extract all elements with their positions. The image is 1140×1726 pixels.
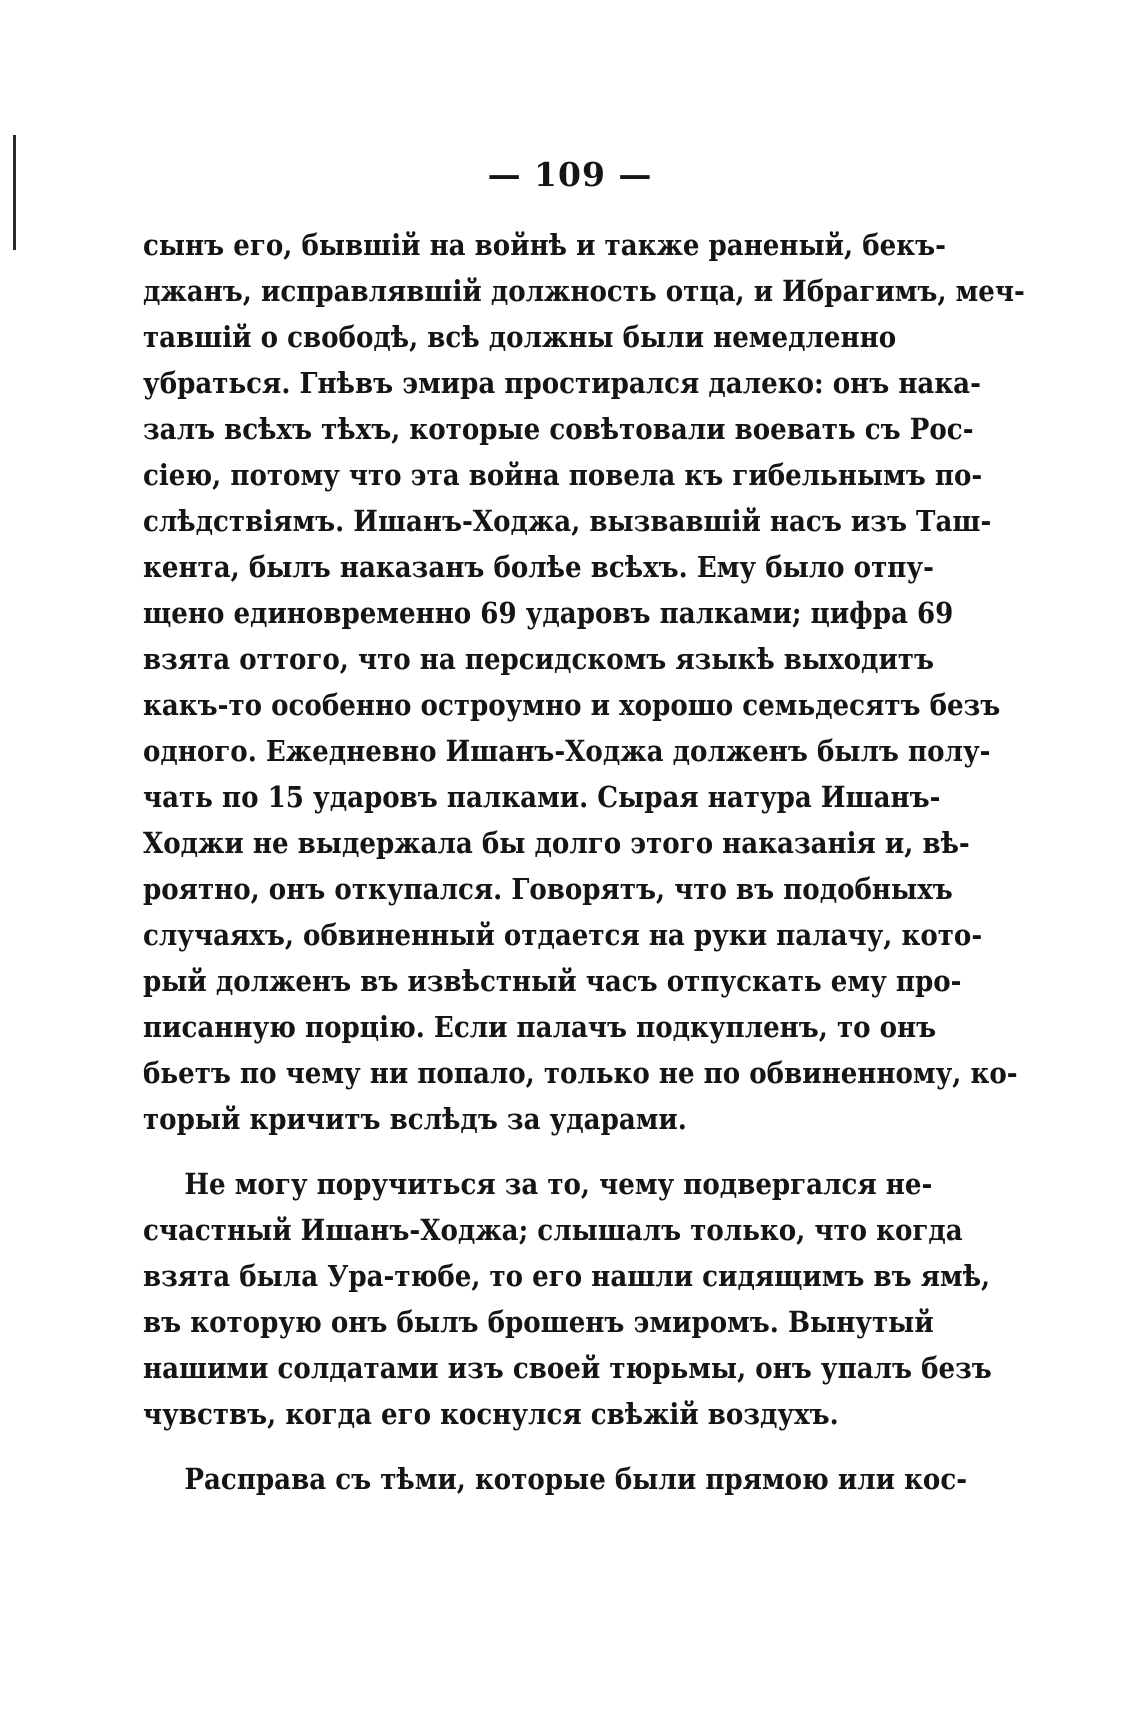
text-line: одного. Ежедневно Ишанъ-Ходжа долженъ былъ полу-	[143, 734, 991, 768]
text-line: Ходжи не выдержала бы долго этого наказанія и, вѣ-	[143, 826, 970, 860]
paragraph-gap	[143, 1142, 829, 1161]
text-line: взята оттого, что на персидскомъ языкѣ выходитъ	[143, 642, 935, 676]
text-line: бьетъ по чему ни попало, только не по обвиненному, ко-	[143, 1056, 1018, 1090]
text-line: щено единовременно 69 ударовъ палками; цифра 69	[143, 596, 954, 630]
text-line: случаяхъ, обвиненный отдается на руки палачу, кото-	[143, 918, 983, 952]
text-line: какъ-то особенно остроумно и хорошо семьдесятъ безъ	[143, 688, 1001, 722]
body-text	[143, 222, 1025, 1502]
text-line: въ которую онъ былъ брошенъ эмиромъ. Вынутый	[143, 1305, 934, 1339]
text-line: Расправа съ тѣми, которые были прямою или кос-	[184, 1462, 968, 1496]
text-line: Не могу поручиться за то, чему подвергался не-	[184, 1167, 933, 1201]
text-line: рый долженъ въ извѣстный часъ отпускать ему про-	[143, 964, 962, 998]
text-line: счастный Ишанъ-Ходжа; слышалъ только, что когда	[143, 1213, 963, 1247]
paragraph-3	[143, 1456, 968, 1502]
text-line: роятно, онъ откупался. Говорятъ, что въ подобныхъ	[143, 872, 953, 906]
text-line: торый кричитъ вслѣдъ за ударами.	[143, 1102, 687, 1136]
text-line: убраться. Гнѣвъ эмира простирался далеко: онъ нака-	[143, 366, 981, 400]
paragraph-2	[143, 1161, 992, 1437]
text-line: сынъ его, бывшій на войнѣ и также раненый, бекъ-	[143, 228, 946, 262]
paragraph-1	[143, 222, 1025, 1142]
paragraph-gap	[143, 1437, 829, 1456]
text-line: чувствъ, когда его коснулся свѣжій воздухъ.	[143, 1397, 839, 1431]
text-line: взята была Ура-тюбе, то его нашли сидящимъ въ ямѣ,	[143, 1259, 991, 1293]
text-line: кента, былъ наказанъ болѣе всѣхъ. Ему было отпу-	[143, 550, 934, 584]
text-line: чать по 15 ударовъ палками. Сырая натура Ишанъ-	[143, 780, 941, 814]
text-line: нашими солдатами изъ своей тюрьмы, онъ упалъ безъ	[143, 1351, 992, 1385]
text-line: слѣдствіямъ. Ишанъ-Ходжа, вызвавшій насъ изъ Таш-	[143, 504, 992, 538]
text-line: писанную порцію. Если палачъ подкупленъ, то онъ	[143, 1010, 937, 1044]
text-line: залъ всѣхъ тѣхъ, которые совѣтовали воевать съ Рос-	[143, 412, 974, 446]
text-line: тавшій о свободѣ, всѣ должны были немедленно	[143, 320, 897, 354]
text-line: сіею, потому что эта война повела къ гибельнымъ по-	[143, 458, 983, 492]
page-number: — 109 —	[487, 155, 653, 194]
text-line: джанъ, исправлявшій должность отца, и Ибрагимъ, меч-	[143, 274, 1025, 308]
